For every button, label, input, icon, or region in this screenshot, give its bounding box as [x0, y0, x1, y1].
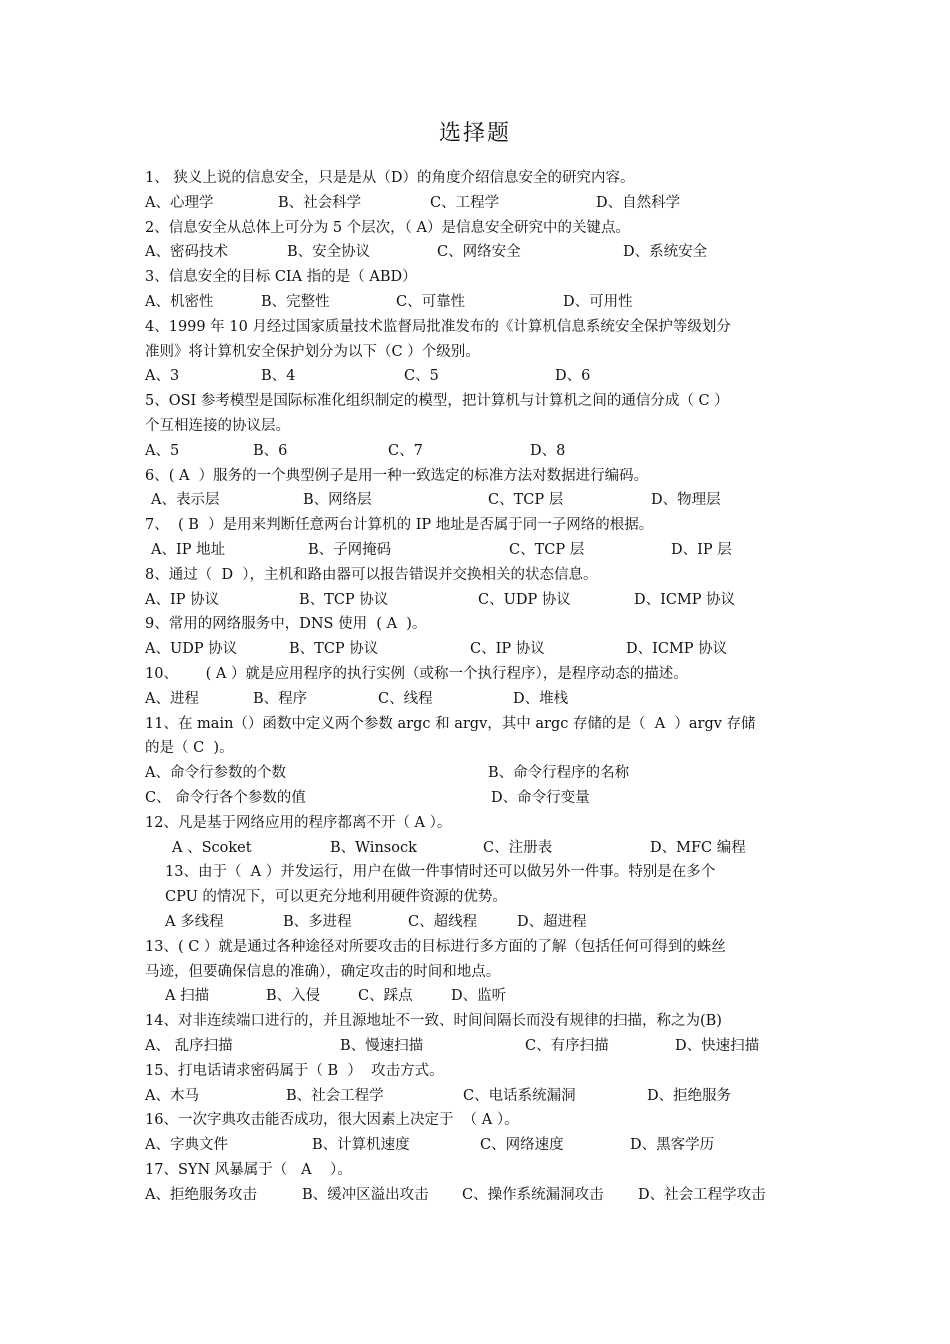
text-line: [0, 984, 950, 1008]
answer-option: D、自然科学: [596, 194, 681, 211]
question-text: 5、OSI 参考模型是国际标准化组织制定的模型，把计算机与计算机之间的通信分成（ C ）: [145, 393, 729, 410]
text-line: [0, 340, 950, 364]
answer-option: A、拒绝服务攻击: [145, 1186, 257, 1203]
answer-option: C、5: [404, 368, 439, 385]
text-line: [0, 240, 950, 264]
text-line: [0, 637, 950, 661]
answer-option: C、UDP 协议: [478, 591, 571, 608]
question-text: CPU 的情况下，可以更充分地利用硬件资源的优势。: [165, 889, 507, 906]
answer-option: B、网络层: [303, 492, 372, 509]
text-line: [0, 811, 950, 835]
answer-option: D、命令行变量: [491, 790, 590, 806]
question-text: 4、1999 年 10 月经过国家质量技术监督局批准发布的《计算机信息系统安全保护等级划分: [145, 318, 731, 335]
text-line: [0, 1009, 950, 1033]
text-line: [0, 563, 950, 587]
text-line: [0, 712, 950, 736]
answer-option: B、程序: [253, 690, 308, 707]
answer-option: D、可用性: [563, 294, 633, 310]
answer-option: B、完整性: [261, 294, 330, 310]
answer-option: A、密码技术: [145, 244, 228, 261]
question-text: 14、对非连续端口进行的，并且源地址不一致、时间间隔长而没有规律的扫描，称之为(B): [145, 1013, 722, 1030]
answer-option: A、IP 协议: [145, 591, 220, 608]
answer-option: C、TCP 层: [509, 542, 585, 558]
text-line: [0, 612, 950, 636]
text-line: [0, 216, 950, 240]
question-text: 马迹，但要确保信息的准确），确定攻击的时间和地点。: [145, 963, 501, 980]
answer-option: C、网络安全: [437, 244, 521, 261]
question-text: 准则》将计算机安全保护划分为以下（C ）个级别。: [145, 343, 480, 360]
answer-option: D、MFC 编程: [650, 839, 746, 856]
text-line: [0, 736, 950, 760]
question-text: 13、( C ）就是通过各种途径对所要攻击的目标进行多方面的了解（包括任何可得到的蛛丝: [145, 938, 726, 955]
answer-option: A、心理学: [145, 194, 214, 211]
question-text: 7、 ( B ）是用来判断任意两台计算机的 IP 地址是否属于同一子网络的根据。: [145, 517, 654, 534]
answer-option: B、多进程: [283, 914, 352, 930]
text-line: [0, 1059, 950, 1083]
text-line: [0, 414, 950, 438]
text-line: [0, 885, 950, 909]
question-text: 的是（ C )。: [145, 740, 234, 757]
answer-option: C、IP 协议: [470, 641, 545, 658]
answer-option: C、网络速度: [480, 1137, 564, 1154]
answer-option: C、工程学: [430, 194, 500, 211]
question-text: 12、凡是基于网络应用的程序都离不开（ A ）。: [145, 814, 452, 831]
answer-option: D、堆栈: [513, 690, 569, 707]
answer-option: B、缓冲区溢出攻击: [302, 1186, 429, 1203]
answer-option: D、IP 层: [671, 542, 732, 558]
answer-option: A 多线程: [165, 914, 224, 930]
answer-option: A、字典文件: [145, 1137, 228, 1154]
answer-option: B、4: [261, 368, 296, 385]
text-line: [0, 1183, 950, 1207]
question-text: 个互相连接的协议层。: [145, 418, 290, 434]
page-title: 选择题: [438, 121, 511, 146]
text-line: [0, 513, 950, 537]
text-line: [0, 860, 950, 884]
answer-option: B、社会科学: [278, 194, 362, 211]
answer-option: D、物理层: [651, 492, 721, 509]
text-line: [0, 191, 950, 215]
question-text: 10、 ( A ）就是应用程序的执行实例（或称一个执行程序），是程序动态的描述。: [145, 666, 688, 682]
text-line: [0, 935, 950, 959]
text-line: [0, 265, 950, 289]
text-line: [0, 960, 950, 984]
text-line: [0, 1108, 950, 1132]
answer-option: A、表示层: [151, 492, 220, 509]
answer-option: B、TCP 协议: [289, 641, 379, 658]
answer-option: A、进程: [145, 690, 199, 707]
question-text: 8、通过（ D ），主机和路由器可以报告错误并交换相关的状态信息。: [145, 566, 598, 583]
answer-option: C、电话系统漏洞: [463, 1087, 576, 1104]
answer-option: D、ICMP 协议: [634, 591, 736, 608]
answer-option: C、7: [388, 442, 423, 459]
text-line: [0, 662, 950, 686]
answer-option: A、3: [145, 368, 180, 385]
text-line: [0, 166, 950, 190]
answer-option: B、入侵: [266, 988, 321, 1005]
text-line: [0, 786, 950, 810]
answer-option: B、社会工程学: [286, 1087, 384, 1104]
text-line: [0, 836, 950, 860]
question-text: 9、常用的网络服务中，DNS 使用 ( A )。: [145, 616, 427, 633]
answer-option: A、命令行参数的个数: [145, 765, 286, 782]
text-line: [0, 761, 950, 785]
answer-option: C、 命令行各个参数的值: [145, 790, 306, 806]
text-line: [0, 1133, 950, 1157]
answer-option: B、命令行程序的名称: [488, 765, 630, 782]
text-line: [0, 488, 950, 512]
text-line: [0, 1034, 950, 1058]
answer-option: D、拒绝服务: [647, 1087, 732, 1104]
text-line: [0, 315, 950, 339]
answer-option: D、快速扫描: [675, 1038, 760, 1054]
answer-option: B、安全协议: [287, 244, 371, 261]
answer-option: A、IP 地址: [151, 542, 226, 558]
text-line: [0, 364, 950, 388]
answer-option: C、超线程: [408, 914, 478, 930]
question-text: 1、 狭义上说的信息安全，只是是从（D）的角度介绍信息安全的研究内容。: [145, 170, 635, 186]
answer-option: A、 乱序扫描: [145, 1038, 233, 1054]
question-text: 3、信息安全的目标 CIA 指的是（ ABD）: [145, 269, 417, 286]
answer-option: C、可靠性: [396, 294, 466, 310]
answer-option: C、注册表: [483, 839, 553, 856]
text-line: [0, 687, 950, 711]
text-line: [0, 389, 950, 413]
answer-option: B、慢速扫描: [340, 1038, 424, 1054]
answer-option: D、ICMP 协议: [626, 641, 728, 658]
answer-option: D、社会工程学攻击: [638, 1186, 766, 1203]
answer-option: B、6: [253, 442, 288, 459]
question-text: 2、信息安全从总体上可分为 5 个层次，（ A）是信息安全研究中的关键点。: [145, 219, 630, 236]
answer-option: D、超进程: [517, 914, 587, 930]
answer-option: B、计算机速度: [312, 1137, 410, 1154]
answer-option: A 、Scoket: [172, 839, 252, 856]
answer-option: D、系统安全: [623, 244, 708, 261]
answer-option: C、TCP 层: [488, 492, 564, 509]
answer-option: B、TCP 协议: [299, 591, 389, 608]
text-line: [0, 290, 950, 314]
answer-option: B、子网掩码: [308, 542, 392, 558]
answer-option: D、6: [555, 368, 591, 385]
text-line: [0, 910, 950, 934]
answer-option: A、机密性: [145, 294, 214, 310]
question-text: 15、打电话请求密码属于（ B ） 攻击方式。: [145, 1062, 444, 1079]
text-line: [0, 588, 950, 612]
answer-option: B、Winsock: [330, 839, 417, 856]
answer-option: D、8: [530, 442, 566, 459]
answer-option: C、踩点: [358, 988, 413, 1005]
answer-option: A、UDP 协议: [145, 641, 238, 658]
answer-option: C、线程: [378, 690, 433, 707]
text-line: [0, 439, 950, 463]
question-text: 13、由于（ A ）并发运行，用户在做一件事情时还可以做另外一件事。特别是在多个: [165, 864, 716, 881]
answer-option: D、黑客学历: [630, 1137, 715, 1154]
question-text: 16、一次字典攻击能否成功，很大因素上决定于 （ A ）。: [145, 1112, 519, 1129]
answer-option: C、操作系统漏洞攻击: [462, 1186, 604, 1203]
text-line: [0, 1158, 950, 1182]
answer-option: D、监听: [451, 988, 507, 1005]
text-line: [0, 1084, 950, 1108]
answer-option: A、5: [145, 442, 180, 459]
answer-option: C、有序扫描: [525, 1038, 609, 1054]
answer-option: A、木马: [145, 1087, 199, 1104]
question-text: 17、SYN 风暴属于（ A ）。: [145, 1162, 352, 1178]
question-text: 11、在 main（）函数中定义两个参数 argc 和 argv，其中 argc 存储的是（ A ）argv 存储: [145, 715, 756, 732]
answer-option: A 扫描: [165, 988, 210, 1005]
text-line: [0, 464, 950, 488]
text-line: [0, 538, 950, 562]
question-text: 6、( A ）服务的一个典型例子是用一种一致选定的标准方法对数据进行编码。: [145, 467, 649, 484]
